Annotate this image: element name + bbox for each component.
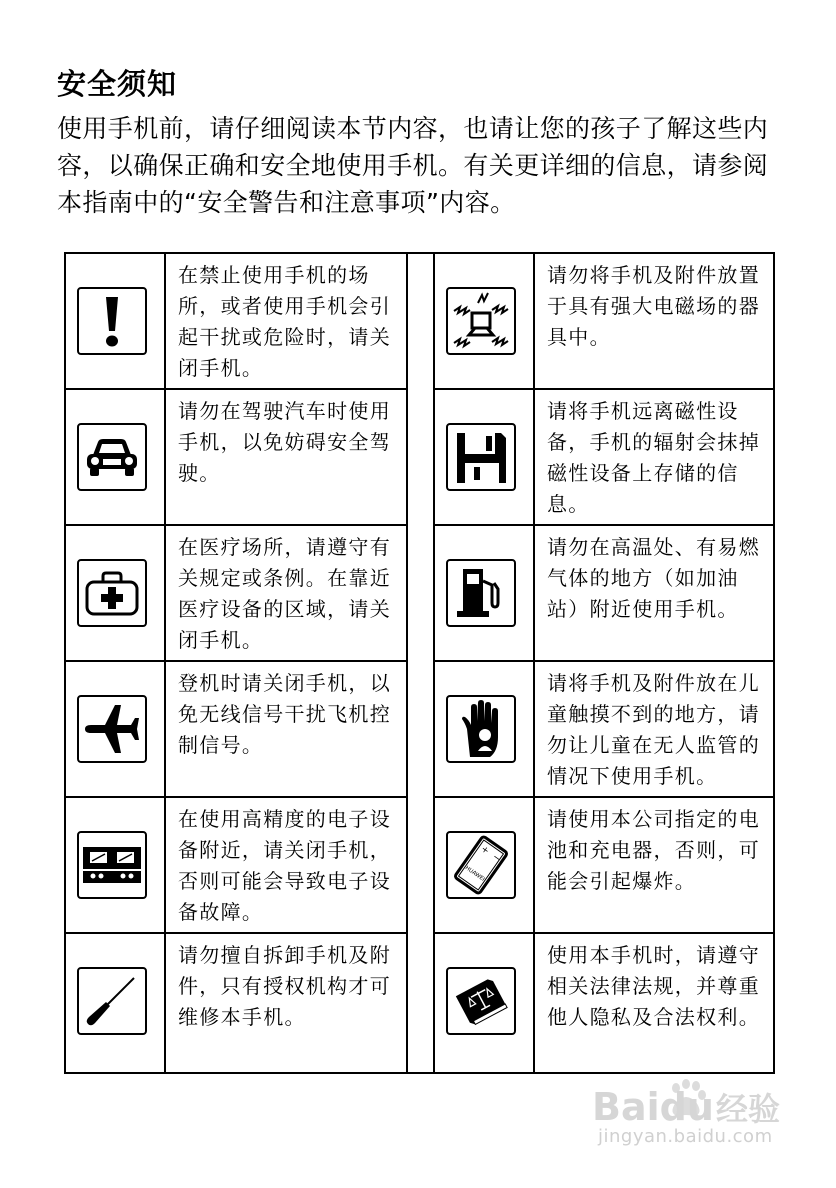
icon-cell bbox=[435, 662, 535, 796]
car-icon bbox=[77, 423, 147, 491]
electromagnetic-icon bbox=[446, 287, 516, 355]
icon-cell bbox=[66, 798, 166, 932]
svg-text:+: + bbox=[478, 844, 491, 857]
safety-column-right bbox=[435, 254, 775, 1072]
safety-row bbox=[435, 254, 775, 390]
medical-kit-icon bbox=[77, 559, 147, 627]
column-gap bbox=[406, 254, 435, 1072]
safety-row bbox=[435, 526, 775, 662]
safety-text: 请勿将手机及附件放置于具有强大电磁场的器具中。 bbox=[547, 263, 760, 349]
electronic-device-icon bbox=[77, 831, 147, 899]
safety-text: 请勿在驾驶汽车时使用手机，以免妨碍安全驾驶。 bbox=[178, 399, 391, 485]
icon-cell bbox=[435, 798, 535, 932]
safety-row bbox=[66, 934, 406, 1072]
airplane-icon bbox=[77, 695, 147, 763]
icon-cell bbox=[435, 390, 535, 524]
floppy-disk-icon bbox=[446, 423, 516, 491]
child-hand-icon bbox=[446, 695, 516, 763]
safety-text: 在使用高精度的电子设备附近，请关闭手机，否则可能会导致电子设备故障。 bbox=[178, 807, 391, 924]
safety-column-left bbox=[66, 254, 406, 1072]
intro-paragraph: 使用手机前，请仔细阅读本节内容，也请让您的孩子了解这些内容，以确保正确和安全地使用手机。有关更详细的信息，请参阅本指南中的“安全警告和注意事项”内容。 bbox=[57, 114, 769, 217]
watermark-url: jingyan.baidu.com bbox=[598, 1126, 773, 1147]
safety-row bbox=[66, 390, 406, 526]
law-book-icon bbox=[446, 967, 516, 1035]
icon-cell bbox=[435, 526, 535, 660]
icon-cell bbox=[66, 662, 166, 796]
icon-cell bbox=[435, 254, 535, 388]
exclamation-icon bbox=[77, 287, 147, 355]
icon-cell bbox=[66, 934, 166, 1072]
svg-text:−: − bbox=[490, 852, 503, 865]
safety-text: 请使用本公司指定的电池和充电器，否则，可能会引起爆炸。 bbox=[547, 807, 760, 893]
safety-text: 在禁止使用手机的场所，或者使用手机会引起干扰或危险时，请关闭手机。 bbox=[178, 263, 391, 380]
safety-text: 请将手机远离磁性设备，手机的辐射会抹掉磁性设备上存储的信息。 bbox=[547, 399, 760, 516]
safety-row bbox=[435, 934, 775, 1072]
safety-row bbox=[435, 390, 775, 526]
safety-row bbox=[66, 254, 406, 390]
safety-row bbox=[435, 662, 775, 798]
safety-text: 请勿在高温处、有易燃气体的地方（如加油站）附近使用手机。 bbox=[547, 535, 760, 621]
safety-text: 请勿擅自拆卸手机及附件，只有授权机构才可维修本手机。 bbox=[178, 943, 391, 1029]
safety-table bbox=[64, 252, 775, 1074]
battery-brand-label: HUAWEI bbox=[463, 865, 486, 883]
safety-text: 登机时请关闭手机，以免无线信号干扰飞机控制信号。 bbox=[178, 671, 391, 757]
icon-cell bbox=[66, 254, 166, 388]
safety-row bbox=[66, 798, 406, 934]
safety-text: 在医疗场所，请遵守有关规定或条例。在靠近医疗设备的区域，请关闭手机。 bbox=[178, 535, 391, 652]
icon-cell bbox=[66, 526, 166, 660]
battery-icon bbox=[446, 831, 516, 899]
safety-row bbox=[66, 662, 406, 798]
icon-cell bbox=[66, 390, 166, 524]
safety-text: 使用本手机时，请遵守相关法律法规，并尊重他人隐私及合法权利。 bbox=[547, 943, 760, 1029]
watermark-brand: Baidu bbox=[592, 1085, 714, 1128]
fuel-pump-icon bbox=[446, 559, 516, 627]
safety-text: 请将手机及附件放在儿童触摸不到的地方，请勿让儿童在无人监管的情况下使用手机。 bbox=[547, 671, 760, 788]
icon-cell bbox=[435, 934, 535, 1072]
safety-row bbox=[66, 526, 406, 662]
baidu-watermark-logo bbox=[590, 1078, 790, 1128]
safety-row bbox=[435, 798, 775, 934]
screwdriver-icon bbox=[77, 967, 147, 1035]
page-title: 安全须知 bbox=[57, 67, 178, 101]
watermark-sub: 经验 bbox=[716, 1090, 781, 1128]
